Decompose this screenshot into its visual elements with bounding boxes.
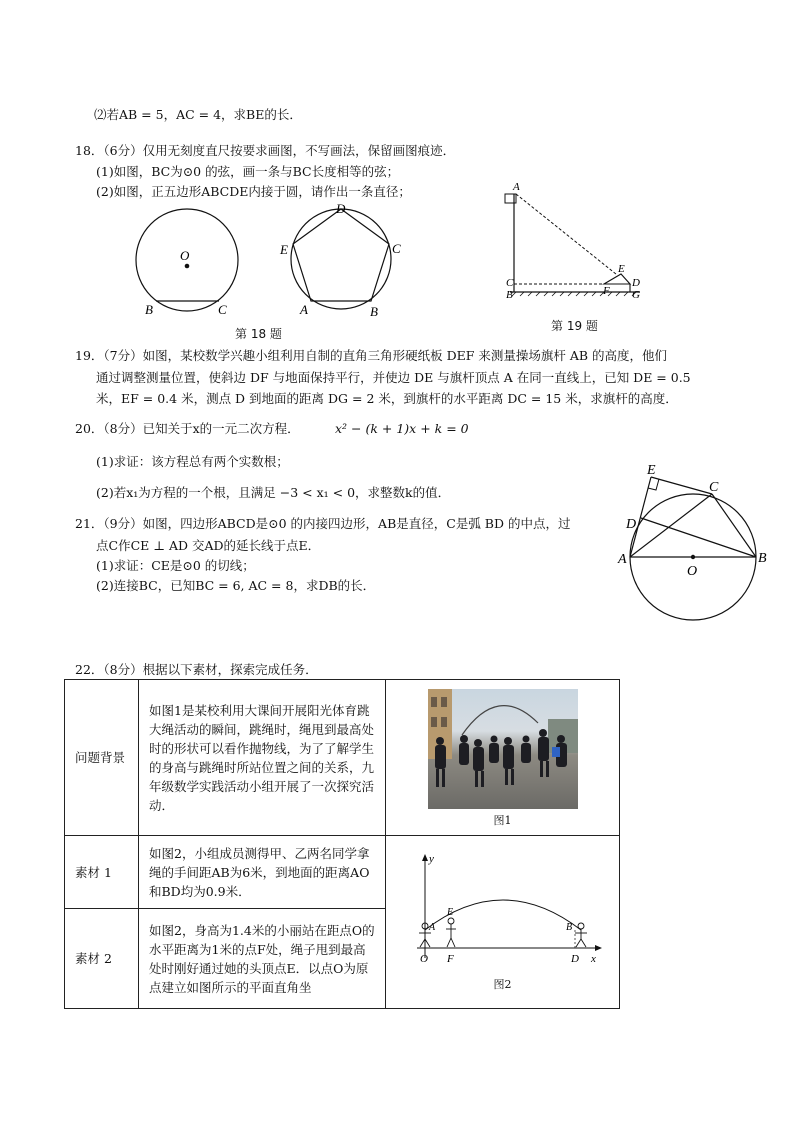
- fig2-label-o: O: [419, 953, 428, 965]
- q21-figure: [614, 462, 774, 624]
- fig2-label-b: B: [565, 922, 572, 933]
- q21-part2: (2)连接BC，已知BC = 6, AC = 8，求DB的长．: [96, 578, 376, 593]
- table-row: [65, 680, 620, 836]
- q18-part1: (1)如图，BC为⊙0 的弦，画一条与BC长度相等的弦；: [96, 164, 400, 179]
- girl-icon: [446, 918, 456, 947]
- row-text: 如图1是某校利用大课间开展阳光体育跳大绳活动的瞬间，跳绳时，绳甩到最高处时的形状可以看作抛物线，为了了解学生的身高与跳绳时所站位置之间的关系，九年级数学实践活动小组开展了一次探究活动．: [139, 680, 386, 836]
- q18-label-pc: C: [392, 241, 401, 256]
- q21-label-b: B: [758, 551, 767, 566]
- q17-part2: ⑵若AB = 5，AC = 4，求BE的长．: [94, 107, 302, 122]
- q18-label-d: D: [336, 201, 346, 216]
- q19-label-d: D: [632, 277, 640, 289]
- q21-label-d: D: [626, 517, 637, 532]
- q21-label-c: C: [709, 480, 719, 495]
- materials-table: [64, 679, 620, 1009]
- photo-illustration: [428, 689, 578, 809]
- fig2-label-e: E: [446, 907, 453, 918]
- q19-line1: 19．（7分）如图，某校数学兴趣小组利用自制的直角三角形硬纸板 DEF 来测量操场旗杆 AB 的高度，他们: [75, 348, 668, 363]
- q18-pentagon-figure: [279, 201, 401, 319]
- q18-label-a: A: [300, 302, 308, 317]
- row-text: 如图2，身高为1.4米的小丽站在距点O的水平距离为1米的点F处，绳子甩到最高处时刚好通过她的头顶点E．以点O为原点建立如图所示的平面直角坐: [139, 909, 386, 1009]
- fig2-label-d: D: [570, 953, 579, 965]
- fig2-label-x: x: [590, 953, 596, 965]
- q21-label-a: A: [618, 552, 627, 567]
- row-label: 问题背景: [65, 680, 139, 836]
- q19-figure: [500, 178, 650, 304]
- q19-label-a: A: [513, 181, 520, 193]
- row-label: 素材 2: [65, 909, 139, 1009]
- q20-part1: (1)求证：该方程总有两个实数根；: [96, 454, 289, 469]
- q21-line2: 点C作CE ⊥ AD 交AD的延长线于点E．: [96, 538, 321, 553]
- q18-part2: (2)如图，正五边形ABCDE内接于圆，请作出一条直径；: [96, 184, 411, 199]
- q18-title: 18．（6分）仅用无刻度直尺按要求画图，不写画法，保留画图痕迹．: [75, 143, 456, 158]
- q19-line3: 米，EF = 0.4 米，测点 D 到地面的距离 DG = 2 米，到旗杆的水平距离 DC = 15 米，求旗杆的高度．: [96, 391, 678, 406]
- q18-figures: [130, 198, 420, 324]
- q18-label-e: E: [280, 242, 288, 257]
- q19-label-c: C: [506, 277, 514, 289]
- q19-line2: 通过调整测量位置，使斜边 DF 与地面保持平行，并使边 DE 与旗杆顶点 A 在同一直线上，已知 DE = 0.5: [96, 370, 691, 385]
- figure2-cell: [386, 836, 620, 1009]
- q20-part2: (2)若x₁为方程的一个根，且满足 −3 < x₁ < 0，求整数k的值．: [96, 485, 451, 500]
- q20-line1: 20．（8分）已知关于x的一元二次方程．: [75, 421, 300, 436]
- q19-label-e: E: [618, 263, 625, 275]
- q18-label-b: B: [145, 302, 153, 317]
- q19-label-f: F: [603, 285, 610, 297]
- q18-circle-figure: [136, 209, 238, 317]
- rope-jumping-photo: [428, 689, 578, 809]
- fig2-label-y: y: [428, 853, 434, 865]
- q18-label-pb: B: [370, 304, 378, 319]
- row-text: 如图2，小组成员测得甲、乙两名同学拿绳的手间距AB为6米，到地面的距离AO和BD均为0.9米．: [139, 836, 386, 909]
- figure1-caption: 图1: [493, 814, 512, 827]
- figure2-caption: 图2: [493, 978, 512, 991]
- q19-caption: 第 19 题: [551, 319, 598, 333]
- q19-label-b: B: [506, 289, 513, 301]
- q18-label-c: C: [218, 302, 227, 317]
- figure1-cell: [386, 680, 620, 836]
- q21-label-e: E: [647, 463, 656, 478]
- q21-line1: 21．（9分）如图，四边形ABCD是⊙0 的内接四边形，AB是直径，C是弧 BD 的中点，过: [75, 516, 571, 531]
- q21-label-o: O: [687, 564, 698, 579]
- q19-label-g: G: [632, 289, 640, 301]
- fig2-label-a: A: [428, 922, 435, 933]
- q18-label-o: O: [180, 248, 190, 263]
- q20-equation: x² − (k + 1)x + k = 0: [335, 421, 469, 436]
- row-label: 素材 1: [65, 836, 139, 909]
- table-row: [65, 836, 620, 909]
- figure2-graph: [403, 850, 603, 970]
- q18-caption: 第 18 题: [235, 327, 282, 341]
- q21-part1: (1)求证：CE是⊙0 的切线；: [96, 558, 255, 573]
- q22-title: 22．（8分）根据以下素材，探索完成任务．: [75, 662, 318, 677]
- fig2-label-f: F: [446, 953, 454, 965]
